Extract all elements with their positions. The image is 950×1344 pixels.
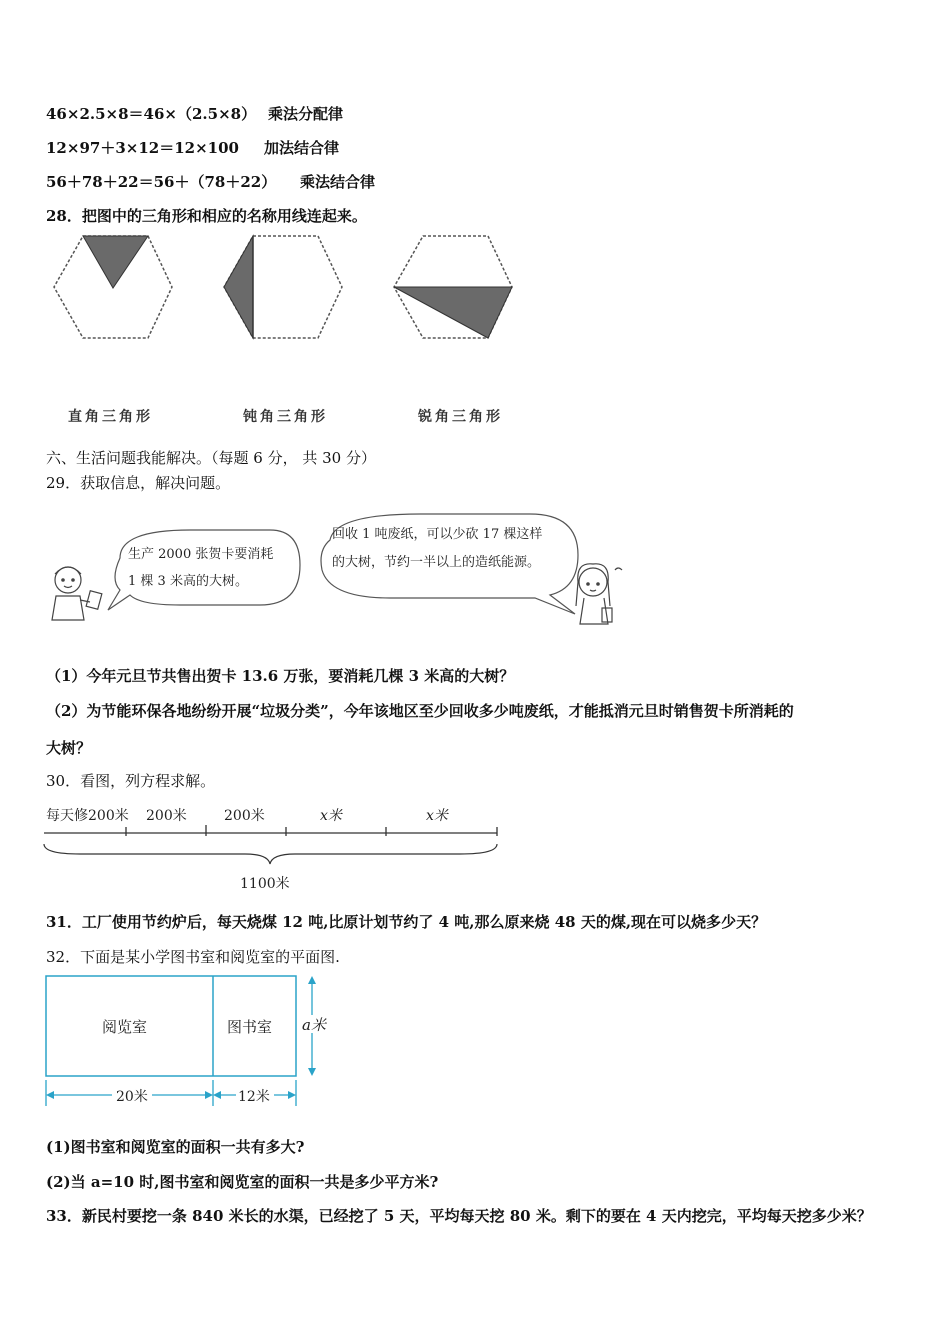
exercise-law-3: 乘法结合律 bbox=[300, 173, 376, 191]
question-28: 28．把图中的三角形和相应的名称用线连起来。 bbox=[46, 207, 367, 225]
reading-room-label: 阅览室 bbox=[102, 1018, 148, 1036]
bubble-left-line-1: 生产 2000 张贺卡要消耗 bbox=[128, 547, 274, 562]
bubble-right-line-2: 的大树，节约一半以上的造纸能源。 bbox=[332, 555, 541, 570]
question-32: 32．下面是某小学图书室和阅览室的平面图. bbox=[46, 948, 340, 966]
question-32-part-2: (2)当 a=10 时,图书室和阅览室的面积一共是多少平方米? bbox=[46, 1173, 439, 1191]
segment-label-1: 每天修200米 bbox=[46, 808, 129, 824]
exercise-expression-1: 46×2.5×8＝46×（2.5×8） bbox=[46, 105, 257, 123]
question-31: 31．工厂使用节约炉后，每天烧煤 12 吨,比原计划节约了 4 吨,那么原来烧 48 天的煤,现在可以烧多少天？ bbox=[46, 913, 767, 931]
segment-label-5: x米 bbox=[426, 808, 448, 824]
boy-figure bbox=[52, 567, 102, 620]
question-33: 33．新民村要挖一条 840 米长的水渠，已经挖了 5 天，平均每天挖 80 米。剩下的要在 4 天内挖完，平均每天挖多少米？ bbox=[46, 1207, 872, 1225]
width-left-label: 20米 bbox=[116, 1089, 148, 1105]
exercise-law-2: 加法结合律 bbox=[264, 139, 340, 157]
label-right-triangle: 直角三角形 bbox=[68, 409, 153, 425]
segment-diagram bbox=[40, 800, 520, 895]
segment-label-3: 200米 bbox=[224, 808, 265, 824]
exercise-expression-2: 12×97＋3×12＝12×100 bbox=[46, 139, 239, 157]
question-29-part-2: （2）为节能环保各地纷纷开展“垃圾分类”，今年该地区至少回收多少吨废纸，才能抵消元旦时销售贺卡所消耗的 bbox=[46, 702, 794, 720]
question-29-part-1: （1）今年元旦节共售出贺卡 13.6 万张，要消耗几棵 3 米高的大树？ bbox=[46, 667, 515, 685]
speech-bubble-left bbox=[108, 530, 300, 610]
bubble-left-line-2: 1 棵 3 米高的大树。 bbox=[128, 574, 248, 589]
bubble-right-line-1: 回收 1 吨废纸，可以少砍 17 棵这样 bbox=[332, 527, 543, 542]
hexagon-2 bbox=[224, 236, 342, 338]
question-30: 30．看图，列方程求解。 bbox=[46, 772, 216, 790]
library-label: 图书室 bbox=[227, 1018, 273, 1036]
hexagon-3 bbox=[394, 236, 512, 338]
question-29: 29．获取信息，解决问题。 bbox=[46, 474, 231, 492]
side-length-label: a米 bbox=[302, 1016, 326, 1034]
section-6-heading: 六、生活问题我能解决。（每题 6 分， 共 30 分） bbox=[46, 449, 376, 467]
question-32-part-1: (1)图书室和阅览室的面积一共有多大? bbox=[46, 1138, 305, 1156]
exercise-law-1: 乘法分配律 bbox=[268, 105, 344, 123]
segment-label-4: x米 bbox=[320, 808, 342, 824]
label-acute-triangle: 锐角三角形 bbox=[418, 409, 503, 425]
total-label: 1100米 bbox=[240, 876, 290, 892]
segment-label-2: 200米 bbox=[146, 808, 187, 824]
floor-plan bbox=[40, 970, 360, 1110]
question-29-part-2-cont: 大树？ bbox=[46, 739, 92, 757]
hexagon-figures bbox=[40, 230, 520, 350]
hexagon-1 bbox=[54, 236, 172, 338]
exercise-expression-3: 56＋78＋22＝56＋（78＋22） bbox=[46, 173, 277, 191]
total-brace bbox=[44, 844, 497, 864]
label-obtuse-triangle: 钝角三角形 bbox=[243, 409, 328, 425]
q29-illustration bbox=[40, 510, 640, 640]
width-right-label: 12米 bbox=[238, 1089, 270, 1105]
girl-figure bbox=[576, 564, 622, 624]
